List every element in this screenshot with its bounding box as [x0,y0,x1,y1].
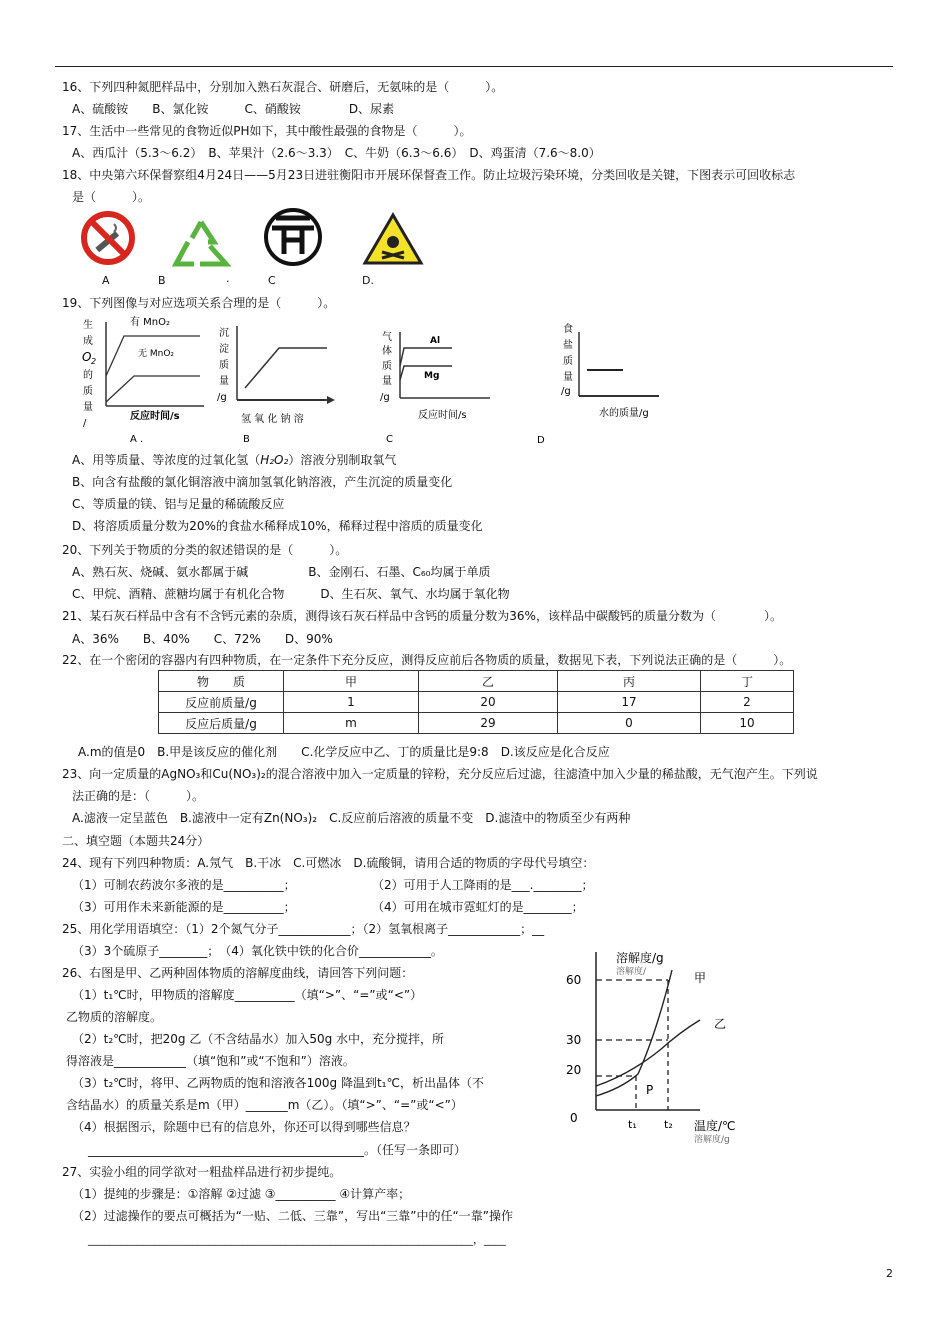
graph-a-ylabel-4: 质 [83,386,93,397]
graph-c-curve-2: Mg [424,371,440,381]
toxic-hazard-icon [362,212,424,266]
q24-blank-1: （1）可制农药波尔多液的是__________； [72,878,296,892]
q24-blank-4: （4）可用在城市霓虹灯的是________； [372,900,584,914]
chart-xlabel-ghost: 溶解度/g [694,1135,730,1144]
chart-xlabel: 温度/℃ [694,1119,736,1133]
chart-curve-yi-label: 乙 [714,1017,727,1031]
graph-b-ylabel-4: 量 [219,376,229,387]
graph-d-ylabel-5: /g [561,386,571,397]
q23-stem: 23、向一定质量的AgNO₃和Cu(NO₃)₂的混合溶液中加入一定质量的锌粉，充分反应后过滤，往滤渣中加入少量的稀盐酸，无气泡产生。下列说 [62,767,818,781]
table-cell: 0 [558,713,701,734]
q23-options: A.滤液一定呈蓝色 B.滤液中一定有Zn(NO₃)₂ C.反应前后溶液的质量不变 D.滤渣中的物质至少有两种 [72,811,631,825]
q20-options-cd: C、甲烷、酒精、蔗糖均属于有机化合物 D、生石灰、氧气、水均属于氧化物 [72,587,510,601]
q21-stem: 21、某石灰石样品中含有不含钙元素的杂质，测得该石灰石样品中含钙的质量分数为36%，该样品中碳酸钙的质量分数为（ ）。 [62,609,782,623]
q20-options-ab: A、熟石灰、烧碱、氨水都属于碱 B、金刚石、石墨、C₆₀均属于单质 [72,565,491,579]
table-header-cell: 物 质 [159,671,284,692]
q19-graph-d [535,318,660,446]
table-row [159,713,794,734]
q19-option-c: C、等质量的镁、铝与足量的稀硫酸反应 [72,497,285,511]
header-rule [55,66,893,67]
q19-option-a: A、用等质量、等浓度的过氧化氢（H₂O₂）溶液分别制取氧气 [72,453,397,467]
q26-line-7: （4）根据图示，除题中已有的信息外，你还可以得到哪些信息？ [72,1120,416,1134]
q18-label-d: D. [362,274,374,287]
q23-stem2: 法正确的是：（ ）。 [72,789,205,803]
graph-d-ylabel-3: 质 [563,356,573,367]
graph-d-ylabel-1: 食 [563,324,573,335]
q17-options: A、西瓜汁（5.3～6.2） B、苹果汁（2.6～3.3） C、牛奶（6.3～6.6） D、鸡蛋清（7.6～8.0） [72,146,601,160]
graph-d-xlabel: 水的质量/g [599,408,649,419]
q27-line-2: （2）过滤操作的要点可概括为“一贴、二低、三靠”，写出“三靠”中的任“一靠”操作 [72,1209,513,1223]
no-smoking-icon [80,210,136,266]
q17-stem: 17、生活中一些常见的食物近似PH如下，其中酸性最强的食物是（ ）。 [62,124,472,138]
graph-a-ylabel-6: / [83,418,87,429]
table-header-cell: 丙 [558,671,701,692]
q24-stem: 24、现有下列四种物质：A.氖气 B.干冰 C.可燃冰 D.硫酸铜，请用合适的物质的字母代号填空： [62,856,595,870]
q19-stem: 19、下列图像与对应选项关系合理的是（ ）。 [62,296,336,310]
graph-c-ylabel-4: 量 [382,376,392,387]
q22-options: A.m的值是0 B.甲是该反应的催化剂 C.化学反应中乙、丁的质量比是9:8 D.该反应是化合反应 [78,745,610,759]
chart-ytick-20: 20 [566,1063,582,1077]
q19-option-d: D、将溶质质量分数为20%的食盐水稀释成10%，稀释过程中溶质的质量变化 [72,519,483,533]
q22-stem: 22、在一个密闭的容器内有四种物质，在一定条件下充分反应，测得反应前后各物质的质量，数据见下表，下列说法正确的是（ ）。 [62,653,792,667]
graph-b-letter: B [243,434,250,445]
chart-ytick-0: 0 [570,1111,578,1125]
graph-d-ylabel-2: 盐 [563,340,573,351]
q18-label-b: B [158,274,166,287]
graph-a-o2-sub: 2 [91,357,97,366]
graph-c-ylabel-2: 体 [382,346,392,357]
q26-line-2: 乙物质的溶解度。 [66,1010,163,1024]
q19-option-b: B、向含有盐酸的氯化铜溶液中滴加氢氧化钠溶液，产生沉淀的质量变化 [72,475,453,489]
q24-blank-3: （3）可用作未来新能源的是__________； [72,900,296,914]
q26-line-1: （1）t₁℃时，甲物质的溶解度__________（填“>”、“=”或“<”） [72,988,423,1002]
graph-c-ylabel-1: 气 [382,332,392,343]
table-header-cell: 丁 [701,671,794,692]
table-cell: 1 [284,692,419,713]
graph-c-curve-1: Al [430,336,441,346]
q27-line-1: （1）提纯的步骤是：①溶解 ②过滤 ③__________ ④计算产率； [72,1187,411,1201]
q22-mass-table [158,670,794,734]
recycle-icon [170,218,232,268]
q16-stem: 16、下列四种氮肥样品中，分别加入熟石灰混合、研磨后，无氨味的是（ ）。 [62,80,504,94]
table-cell: 10 [701,713,794,734]
q18-stem2: 是（ ）。 [72,190,151,204]
table-cell: 20 [419,692,558,713]
q26-line-4: 得溶液是____________（填“饱和”或“不饱和”）溶液。 [66,1054,355,1068]
page-number: 2 [886,1267,893,1280]
section-2-title: 二、填空题（本题共24分） [62,834,210,848]
graph-a-curve-2: 无 MnO₂ [138,349,175,359]
chart-ylabel: 溶解度/g [616,951,664,965]
q19-graph-b [215,322,340,446]
q26-line-8: ______________________________________________。（任写一条即可） [88,1143,467,1157]
graph-c-letter: C [386,434,393,445]
graph-a-xlabel: 反应时间/s [130,411,180,422]
graph-b-ylabel-3: 质 [219,360,229,371]
q26-line-3: （2）t₂℃时，把20g 乙（不含结晶水）加入50g 水中，充分搅拌，所 [72,1032,445,1046]
q18-label-dot: . [226,272,230,285]
q18-stem: 18、中央第六环保督察组4月24日——5月23日进驻衡阳市开展环保督查工作。防止垃圾污染环境，分类回收是关键，下图表示可回收标志 [62,168,796,182]
q25-line-2: （3）3个硫原子________； （4）氧化铁中铁的化合价____________。 [72,944,443,958]
q19-graph-c [378,326,498,446]
chart-ytick-30: 30 [566,1033,582,1047]
table-row [159,692,794,713]
graph-a-ylabel-5: 量 [83,402,93,413]
curve-jia [596,970,672,1096]
graph-b-ylabel-2: 淀 [219,344,229,355]
graph-d-ylabel-4: 量 [563,372,573,383]
chart-point-p: P [646,1083,654,1097]
graph-a-ylabel-1: 生 [83,320,93,331]
table-header-row [159,671,794,692]
table-cell: 17 [558,692,701,713]
table-header-cell: 乙 [419,671,558,692]
chart-xtick-t2: t₂ [664,1118,673,1131]
q24-blank-2: （2）可用于人工降雨的是___.________； [372,878,594,892]
q16-options: A、硫酸铵 B、氯化铵 C、硝酸铵 D、尿素 [72,102,395,116]
chart-ytick-60: 60 [566,973,582,987]
q26-line-5: （3）t₂℃时，将甲、乙两物质的饱和溶液各100g 降温到t₁℃，析出晶体（不 [72,1076,484,1090]
table-header-cell: 甲 [284,671,419,692]
graph-c-ylabel-3: 质 [382,361,392,372]
graph-c-xlabel: 反应时间/s [418,410,467,421]
q18-label-a: A [102,274,110,287]
q25-line-1: 25、用化学用语填空：（1）2个氮气分子____________；（2）氢氧根离子____________；__ [62,922,545,936]
graph-d-letter: D [537,435,545,446]
q26-stem: 26、右图是甲、乙两种固体物质的溶解度曲线，请回答下列问题： [62,966,414,980]
solubility-chart [560,948,760,1144]
table-cell: m [284,713,419,734]
graph-a-curve-1: 有 MnO₂ [130,317,171,328]
q19-graph-a [78,314,208,444]
q27-stem: 27、实验小组的同学欲对一粗盐样品进行初步提纯。 [62,1165,342,1179]
graph-b-xlabel: 氢 氧 化 钠 溶 [241,414,304,425]
q18-label-c: C [268,274,276,287]
q27-line-3: ______________________________________________________________________，____ [88,1233,506,1246]
table-cell: 反应后质量/g [159,713,284,734]
table-cell: 反应前质量/g [159,692,284,713]
graph-a-ylabel-3: 的 [83,370,93,381]
graph-a-letter: A . [130,434,144,444]
graph-b-ylabel-1: 沉 [219,328,229,339]
graph-b-ylabel-5: /g [217,392,227,403]
table-cell: 2 [701,692,794,713]
q21-options: A、36% B、40% C、72% D、90% [72,632,333,646]
q26-line-6: 含结晶水）的质量关系是m（甲）_______m（乙）。（填“>”、“=”或“<”） [66,1098,463,1112]
chart-xtick-t1: t₁ [628,1118,637,1131]
chart-ylabel-ghost: 溶解度/ [616,967,647,977]
chart-curve-jia-label: 甲 [694,971,707,985]
h2o2-formula: H₂O₂ [260,453,289,467]
graph-a-ylabel-2: 成 [83,336,93,347]
q20-stem: 20、下列关于物质的分类的叙述错误的是（ ）。 [62,543,348,557]
graph-c-ylabel-5: /g [380,392,390,403]
graph-a-o2: O [82,350,92,364]
water-saving-icon [262,206,324,268]
table-cell: 29 [419,713,558,734]
